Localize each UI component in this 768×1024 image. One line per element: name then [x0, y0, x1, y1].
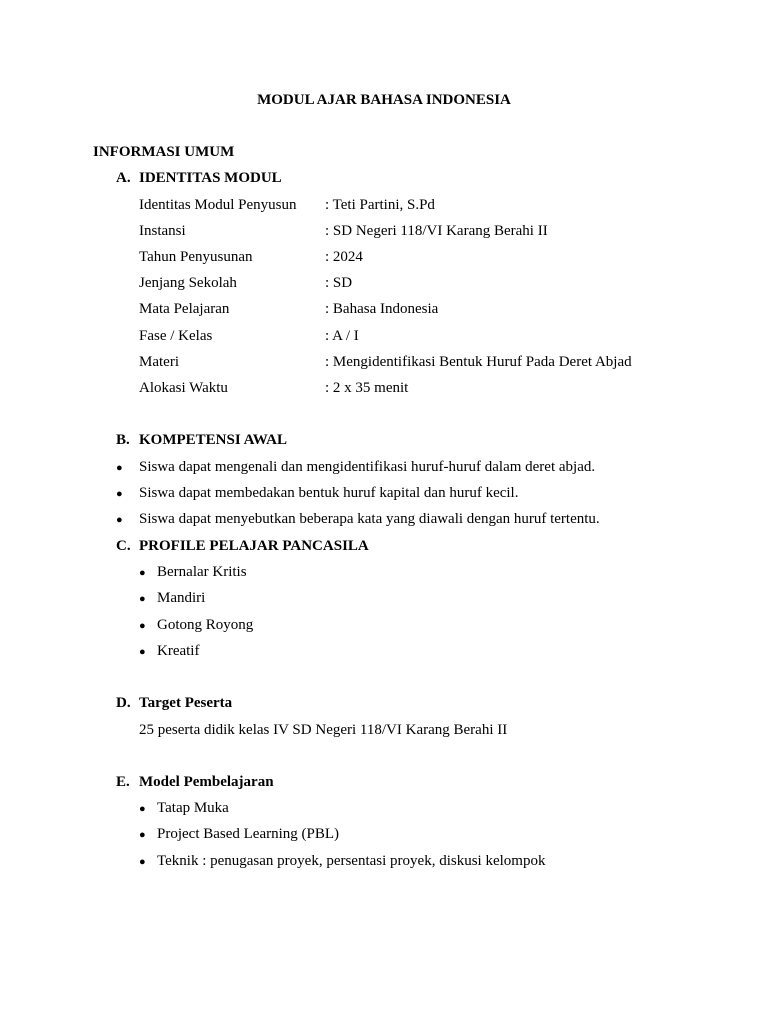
heading-identitas-modul: IDENTITAS MODUL — [139, 170, 282, 186]
list-letter-c: C. — [116, 538, 131, 554]
list-item: Mandiri — [157, 590, 206, 606]
identity-value: : SD — [325, 275, 353, 291]
list-item: Siswa dapat mengenali dan mengidentifikasi huruf-huruf dalam deret abjad. — [139, 459, 596, 475]
bullet-icon: ● — [139, 829, 146, 841]
bullet-icon: ● — [139, 856, 146, 868]
list-letter-e: E. — [116, 774, 130, 790]
identity-label: Materi — [139, 354, 179, 370]
identity-label: Identitas Modul Penyusun — [139, 197, 297, 213]
identity-label: Instansi — [139, 223, 186, 239]
identity-value: : 2 x 35 menit — [325, 380, 409, 396]
heading-kompetensi-awal: KOMPETENSI AWAL — [139, 432, 287, 448]
bullet-icon: ● — [139, 593, 146, 605]
bullet-icon: ● — [116, 514, 123, 526]
section-heading-informasi-umum: INFORMASI UMUM — [93, 144, 235, 160]
list-item: Bernalar Kritis — [157, 564, 247, 580]
heading-target-peserta: Target Peserta — [139, 695, 233, 711]
heading-profile-pelajar-pancasila: PROFILE PELAJAR PANCASILA — [139, 538, 369, 554]
identity-value: : 2024 — [325, 249, 363, 265]
list-item: Siswa dapat menyebutkan beberapa kata yang diawali dengan huruf tertentu. — [139, 511, 600, 527]
identity-value: : A / I — [325, 328, 359, 344]
identity-value: : Teti Partini, S.Pd — [325, 197, 435, 213]
identity-value: : Bahasa Indonesia — [325, 301, 439, 317]
list-item: Gotong Royong — [157, 617, 254, 633]
identity-value: : SD Negeri 118/VI Karang Berahi II — [325, 223, 548, 239]
bullet-icon: ● — [116, 462, 123, 474]
list-letter-b: B. — [116, 432, 130, 448]
identity-label: Jenjang Sekolah — [139, 275, 237, 291]
identity-label: Alokasi Waktu — [139, 380, 228, 396]
identity-label: Tahun Penyusunan — [139, 249, 253, 265]
identity-value: : Mengidentifikasi Bentuk Huruf Pada Deret Abjad — [325, 354, 632, 370]
list-letter-d: D. — [116, 695, 131, 711]
heading-model-pembelajaran: Model Pembelajaran — [139, 774, 274, 790]
list-item: Tatap Muka — [157, 800, 229, 816]
target-peserta-text: 25 peserta didik kelas IV SD Negeri 118/VI Karang Berahi II — [139, 722, 508, 738]
list-item: Teknik : penugasan proyek, persentasi proyek, diskusi kelompok — [157, 853, 546, 869]
bullet-icon: ● — [139, 620, 146, 632]
list-item: Kreatif — [157, 643, 200, 659]
list-item: Siswa dapat membedakan bentuk huruf kapital dan huruf kecil. — [139, 485, 519, 501]
bullet-icon: ● — [139, 803, 146, 815]
identity-label: Fase / Kelas — [139, 328, 213, 344]
bullet-icon: ● — [139, 567, 146, 579]
list-item: Project Based Learning (PBL) — [157, 826, 340, 842]
identity-label: Mata Pelajaran — [139, 301, 230, 317]
bullet-icon: ● — [116, 488, 123, 500]
bullet-icon: ● — [139, 646, 146, 658]
document-title: MODUL AJAR BAHASA INDONESIA — [257, 92, 511, 108]
list-letter-a: A. — [116, 170, 131, 186]
